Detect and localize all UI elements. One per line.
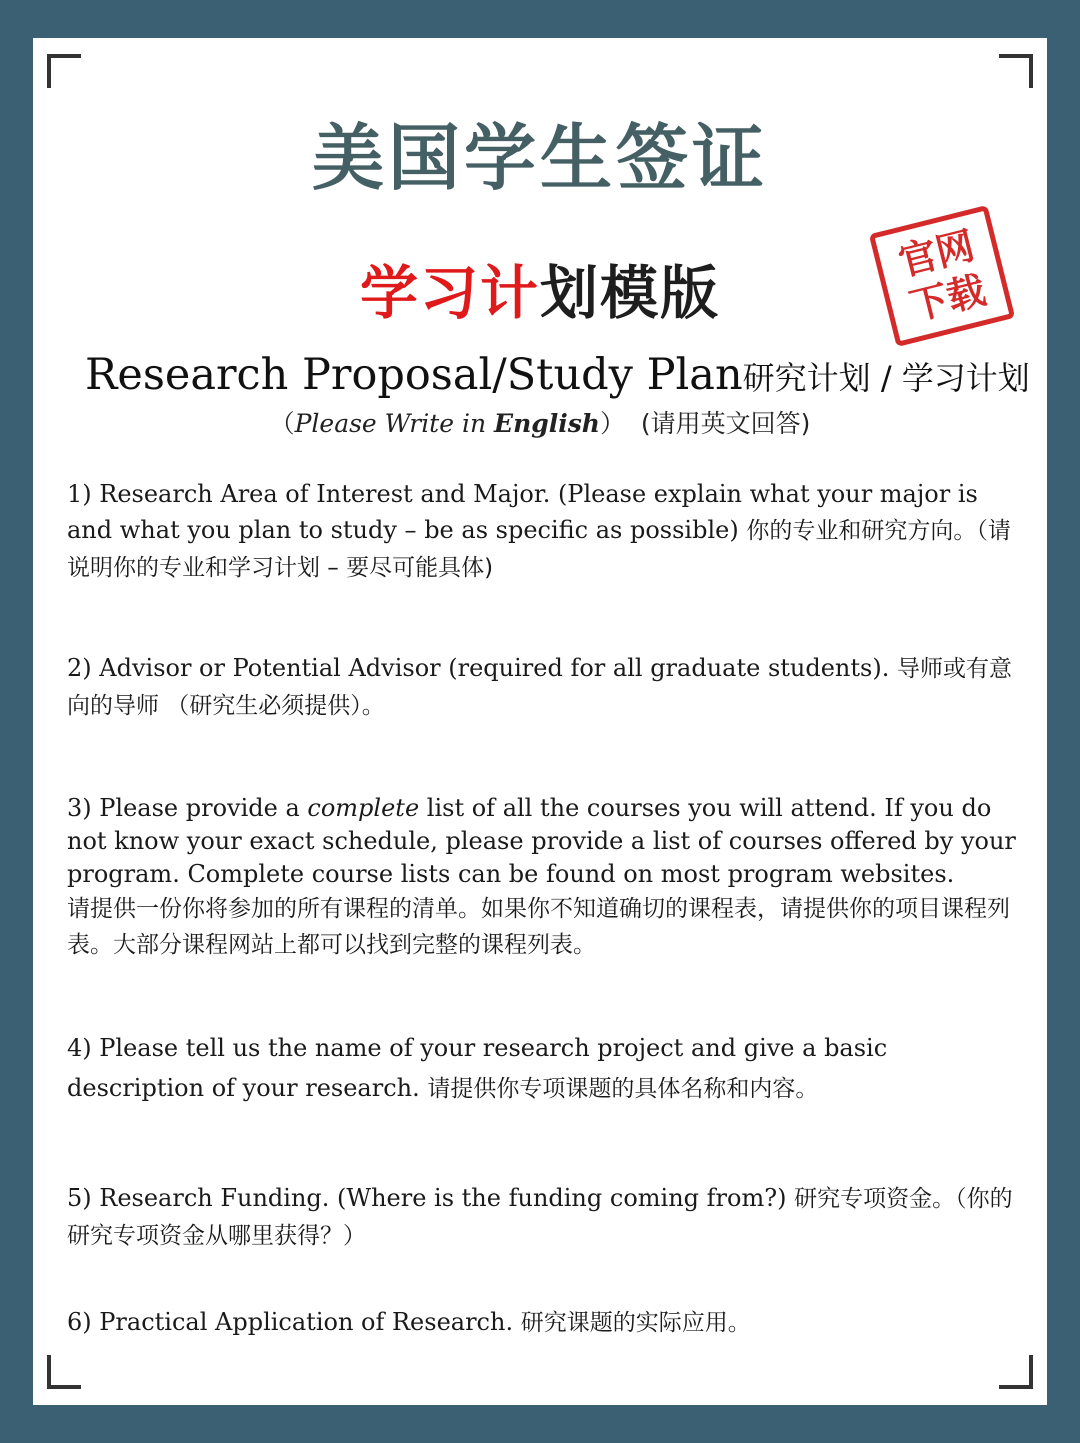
question-4-en: 4) Please tell us the name of your research project and give a basic description of your research. <box>67 1034 888 1102</box>
document-heading-cn: 研究计划 / 学习计划 <box>742 359 1030 397</box>
question-5-cn: 研究专项资金。（你的研究专项资金从哪里获得？） <box>67 1186 1013 1249</box>
question-3-en-a: 3) Please provide a <box>67 794 308 822</box>
question-4 <box>67 1028 1017 1109</box>
question-3-cn: 请提供一份你将参加的所有课程的清单。如果你不知道确切的课程表，请提供你的项目课程列表。大部分课程网站上都可以找到完整的课程列表。 <box>67 896 1010 958</box>
question-6-en: 6) Practical Application of Research. <box>67 1308 521 1336</box>
subtitle-red-part: 学习计 <box>359 259 540 327</box>
question-3 <box>67 792 1017 963</box>
stamp-line-1: 官网 <box>894 223 979 285</box>
question-2-cn: 导师或有意向的导师 （研究生必须提供）。 <box>67 656 1012 719</box>
document-heading <box>85 350 1030 400</box>
question-5 <box>67 1180 1017 1254</box>
question-3-en-b: list of all the courses you will attend. If you do not know your exact schedule, please provide a list of courses offered by your program. Complete course lists can be found on most program websites. <box>67 794 1016 888</box>
page-title: 美国学生签证 <box>311 116 768 200</box>
question-1-cn: 你的专业和研究方向。（请说明你的专业和学习计划 – 要尽可能具体) <box>67 518 1011 581</box>
stamp-line-2: 下载 <box>905 267 990 329</box>
note-english: English <box>494 409 600 438</box>
note-open-paren: （ <box>269 409 295 438</box>
question-5-en: 5) Research Funding. (Where is the funding coming from?) <box>67 1184 795 1212</box>
question-3-en-emphasis: complete <box>307 794 420 822</box>
language-note <box>33 404 1047 440</box>
question-6-cn: 研究课题的实际应用。 <box>520 1310 751 1336</box>
document-card <box>33 38 1047 1405</box>
question-1-en: 1) Research Area of Interest and Major. (Please explain what your major is and what you plan to study – be as specific as possible) <box>67 480 978 544</box>
question-2-en: 2) Advisor or Potential Advisor (required for all graduate students). <box>67 654 897 682</box>
question-4-cn: 请提供你专项课题的具体名称和内容。 <box>427 1076 819 1102</box>
document-heading-en: Research Proposal/Study Plan <box>85 350 743 400</box>
note-please-write: Please Write in <box>294 409 495 438</box>
question-1 <box>67 476 1017 586</box>
corner-bracket-bottom-left <box>47 1355 81 1389</box>
question-2 <box>67 650 1017 724</box>
note-close-paren: ） <box>600 409 626 438</box>
note-cn: (请用英文回答) <box>640 409 811 438</box>
question-6 <box>67 1304 1017 1341</box>
corner-bracket-top-right <box>999 54 1033 88</box>
subtitle-black-part: 划模版 <box>540 259 721 327</box>
corner-bracket-bottom-right <box>999 1355 1033 1389</box>
corner-bracket-top-left <box>47 54 81 88</box>
